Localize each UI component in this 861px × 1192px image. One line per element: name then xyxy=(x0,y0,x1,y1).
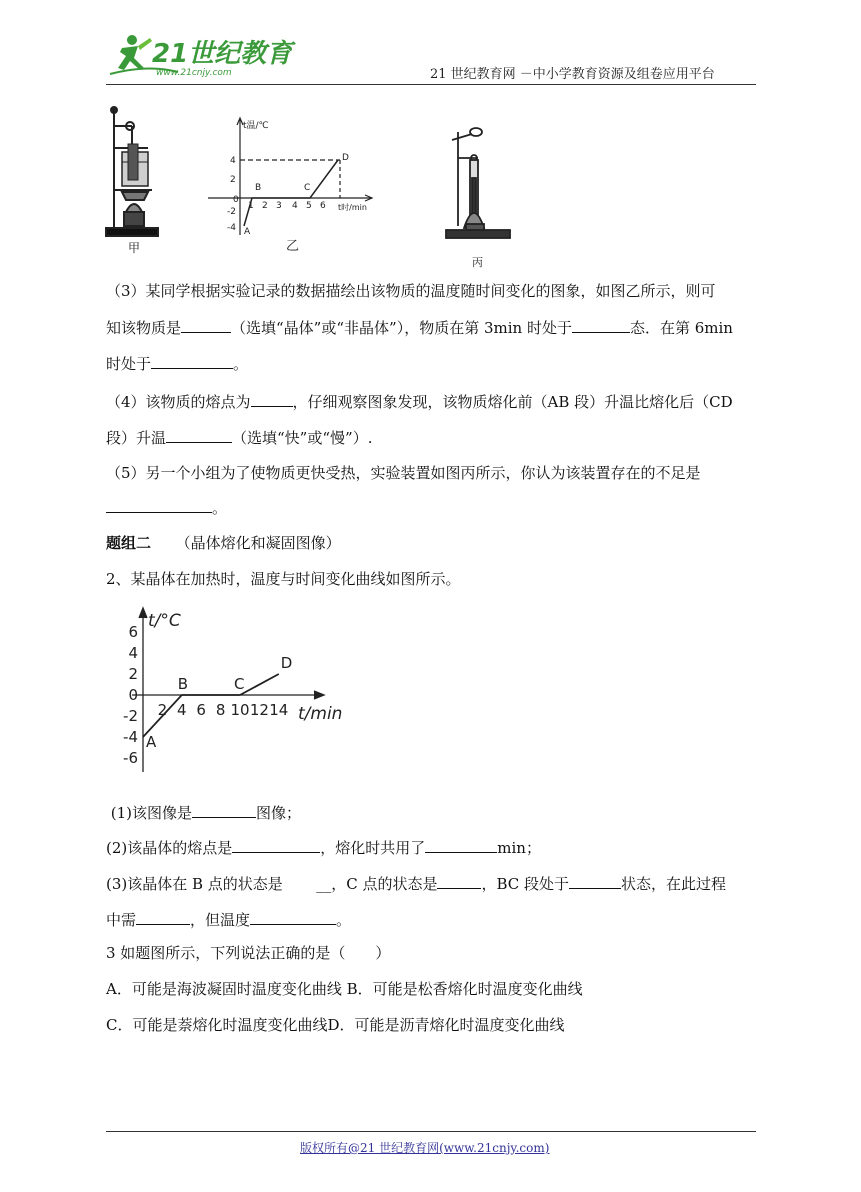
q1-p5-line2: 。 xyxy=(106,497,227,518)
yi-curve xyxy=(244,160,338,226)
iron-stand-beaker-illustration xyxy=(106,107,158,236)
q2-s3-line2: 中需 ，但温度 。 xyxy=(106,911,352,929)
header-site-text: 21 世纪教育网 －中小学教育资源及组卷应用平台 xyxy=(430,67,715,82)
q3-option-c: C．可能是萘熔化时温度变化曲线 xyxy=(106,1016,328,1034)
answer-blank[interactable] xyxy=(251,391,293,407)
answer-blank[interactable] xyxy=(166,427,232,443)
q3-option-a: A．可能是海波凝固时温度变化曲线 xyxy=(106,980,342,998)
figure-yi-caption: 乙 xyxy=(286,239,300,254)
footer-copyright-link[interactable]: 版权所有@21 世纪教育网(www.21cnjy.com) xyxy=(300,1141,550,1155)
footer-divider xyxy=(106,1131,756,1132)
answer-blank[interactable] xyxy=(232,837,320,853)
q3-options-cd[interactable] xyxy=(106,1015,565,1035)
q2-s3-line1: (3)该晶体在 B 点的状态是 __，C 点的状态是 ，BC 段处于 状态，在此过程 xyxy=(106,875,727,893)
group2-title: 题组二 xyxy=(106,534,152,552)
site-logo xyxy=(108,30,293,80)
logo-text: 21世纪教育 xyxy=(152,39,293,69)
answer-blank[interactable] xyxy=(136,909,190,925)
q2-point-label: C xyxy=(234,675,245,693)
q1-p3-line2: 知该物质是 （选填“晶体”或“非晶体”），物质在第 3min 时处于 态．在第 6min xyxy=(106,319,733,337)
answer-blank[interactable] xyxy=(192,802,256,818)
q2-x-label: t/min xyxy=(298,704,343,724)
yi-xtick: 2 xyxy=(262,201,268,211)
yi-x-label: t时/min xyxy=(338,203,367,212)
figure-bing xyxy=(440,118,520,270)
yi-ytick: -2 xyxy=(227,207,236,217)
group2-heading xyxy=(106,533,341,553)
q2-point-label: D xyxy=(280,654,293,672)
q1-p4-line2: 段）升温 （选填“快”或“慢”）. xyxy=(106,429,373,447)
q2-x-tick: 14 xyxy=(269,701,289,719)
q2-chart xyxy=(104,604,364,784)
q3-stem: 3 如题图所示，下列说法正确的是（ ） xyxy=(106,944,391,962)
yi-xtick: 1 xyxy=(248,201,254,211)
yi-ytick: 4 xyxy=(230,156,236,166)
figure-jia-caption: 甲 xyxy=(128,241,141,255)
q2-y-tick: 0 xyxy=(128,686,138,704)
answer-blank[interactable] xyxy=(181,317,231,333)
answer-blank[interactable] xyxy=(437,873,481,889)
figure-bing-caption: 丙 xyxy=(472,256,483,269)
q2-y-tick: 2 xyxy=(128,665,138,683)
q2-x-tick: 12 xyxy=(249,701,269,719)
answer-blank[interactable] xyxy=(572,317,630,333)
q2-y-tick: 4 xyxy=(128,644,138,662)
q2-point-label: B xyxy=(177,675,189,693)
q1-p3-line3: 时处于 。 xyxy=(106,355,249,373)
answer-blank[interactable] xyxy=(425,837,497,853)
yi-ytick: 2 xyxy=(230,175,236,185)
yi-point-label: A xyxy=(244,227,251,237)
test-tube-flame-illustration xyxy=(446,128,510,238)
q3-option-b: B．可能是松香熔化时温度变化曲线 xyxy=(346,980,583,998)
answer-blank[interactable] xyxy=(106,497,212,513)
yi-ytick: -4 xyxy=(227,223,236,233)
q2-y-tick: -4 xyxy=(123,728,138,746)
header-divider xyxy=(106,84,756,85)
q2-s1: (1)该图像是 图像； xyxy=(110,804,302,822)
q2-x-tick: 4 xyxy=(177,701,187,719)
yi-y-label: t温/℃ xyxy=(243,121,269,131)
yi-point-label: D xyxy=(342,153,349,163)
yi-point-label: B xyxy=(255,183,262,193)
q1-p3-line1: （3）某同学根据实验记录的数据描绘出该物质的温度随时间变化的图象，如图乙所示，则可 xyxy=(106,282,716,300)
yi-xtick: 6 xyxy=(320,201,326,211)
q2-y-tick: -6 xyxy=(123,749,138,767)
figure-jia xyxy=(104,100,164,260)
answer-blank[interactable] xyxy=(250,909,336,925)
q3-options-ab[interactable] xyxy=(106,979,583,999)
q2-point-label: A xyxy=(146,733,157,751)
q2-x-tick: 10 xyxy=(230,701,250,719)
answer-blank[interactable] xyxy=(151,353,233,369)
yi-xtick: 3 xyxy=(276,201,282,211)
q2-y-tick: -2 xyxy=(123,707,138,725)
q1-p5-line1: （5）另一个小组为了使物质更快受热，实验装置如图丙所示，你认为该装置存在的不足是 xyxy=(106,464,701,482)
yi-ytick: 0 xyxy=(233,195,239,205)
yi-xtick: 4 xyxy=(292,201,298,211)
figure-yi xyxy=(200,110,380,260)
yi-point-label: C xyxy=(304,183,311,193)
yi-xtick: 5 xyxy=(306,201,312,211)
answer-blank[interactable] xyxy=(569,873,621,889)
q2-s2: (2)该晶体的熔点是 ，熔化时共用了 min； xyxy=(106,839,541,857)
q2-x-tick: 8 xyxy=(215,701,226,719)
q1-p4-line1: （4）该物质的熔点为 ，仔细观察图象发现，该物质熔化前（AB 段）升温比熔化后（CD xyxy=(106,393,733,411)
q2-stem: 2、某晶体在加热时，温度与时间变化曲线如图所示。 xyxy=(106,570,461,588)
q2-y-tick: 6 xyxy=(128,623,138,641)
q2-chart-svg xyxy=(104,604,364,784)
logo-url: www.21cnjy.com xyxy=(156,68,232,78)
q2-x-tick: 6 xyxy=(196,701,206,719)
group2-subtitle: （晶体熔化和凝固图像） xyxy=(175,534,341,552)
q3-option-d: D．可能是沥青熔化时温度变化曲线 xyxy=(327,1016,565,1034)
q2-y-label: t/°C xyxy=(148,611,181,631)
q2-x-tick: 2 xyxy=(157,701,168,719)
